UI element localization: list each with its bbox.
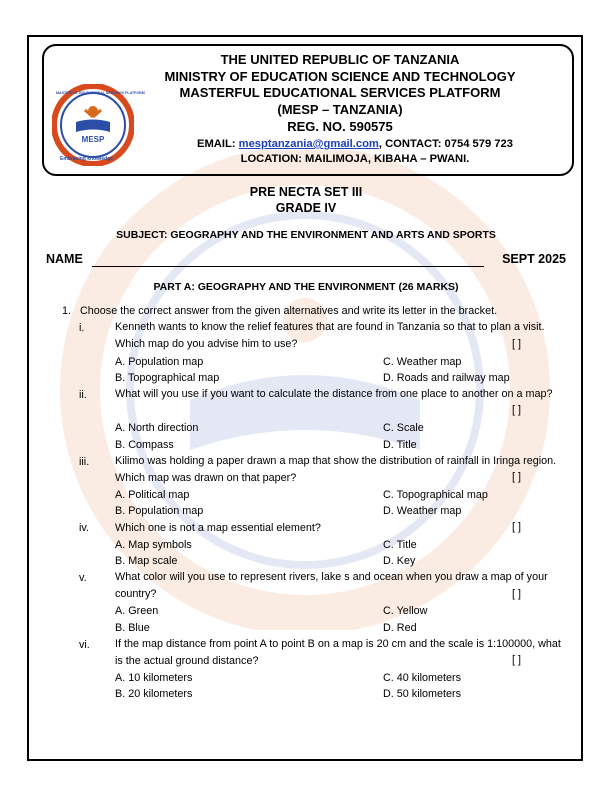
exam-subject: SUBJECT: GEOGRAPHY AND THE ENVIRONMENT AND ARTS AND SPORTS [116, 229, 496, 241]
part-a-heading: PART A: GEOGRAPHY AND THE ENVIRONMENT (26 MARKS) [153, 281, 459, 293]
question-instruction: Choose the correct answer from the given alternatives and write its letter in the bracket. [80, 305, 498, 317]
name-label: NAME [46, 252, 83, 266]
item-v-option-b: B. Blue [115, 622, 150, 634]
item-iii-option-b: B. Population map [115, 505, 204, 517]
item-v-number: v. [79, 572, 87, 584]
header-line-4: (MESP – TANZANIA) [277, 102, 403, 117]
contact-line [120, 137, 590, 151]
item-vi-option-b: B. 20 kilometers [115, 688, 193, 700]
item-vi-number: vi. [79, 639, 90, 651]
item-v-text: What color will you use to represent rivers, lake s and ocean when you draw a map of your country? [115, 571, 548, 600]
item-i-option-c: C. Weather map [383, 356, 462, 368]
item-i-text: Kenneth wants to know the relief features that are found in Tanzania so that to plan a visit. Which map do you advise him to use? [115, 321, 545, 350]
item-iv-number: iv. [79, 522, 89, 534]
item-iv-answer-bracket[interactable]: [ ] [512, 521, 521, 533]
exam-date: SEPT 2025 [502, 252, 566, 266]
item-ii-text: What will you use if you want to calculate the distance from one place to another on a map? [115, 388, 553, 400]
item-iii-answer-bracket[interactable]: [ ] [512, 471, 521, 483]
item-iv-option-b: B. Map scale [115, 555, 178, 567]
exam-title: PRE NECTA SET III [249, 185, 363, 199]
logo-abbr: MESP [81, 135, 105, 144]
logo-tagline: Embracing knowledge [60, 156, 114, 162]
header-line-5: REG. NO. 590575 [287, 119, 393, 134]
item-iv-option-d: D. Key [383, 555, 416, 567]
item-ii-option-a: A. North direction [115, 422, 199, 434]
item-iii-option-d: D. Weather map [383, 505, 462, 517]
item-ii-number: ii. [79, 389, 87, 401]
item-vi-answer-bracket[interactable]: [ ] [512, 654, 521, 666]
location-line: LOCATION: MAILIMOJA, KIBAHA – PWANI. [240, 153, 470, 165]
item-i-option-b: B. Topographical map [115, 372, 220, 384]
name-row [46, 252, 566, 266]
item-vi-option-a: A. 10 kilometers [115, 672, 193, 684]
item-ii-option-b: B. Compass [115, 439, 174, 451]
email-link[interactable]: mesptanzania@gmail.com [238, 138, 379, 150]
item-vi-option-d: D. 50 kilometers [383, 688, 462, 700]
item-v-answer-bracket[interactable]: [ ] [512, 588, 521, 600]
item-iii-number: iii. [79, 456, 90, 468]
item-iv-option-a: A. Map symbols [115, 539, 192, 551]
item-i-option-d: D. Roads and railway map [383, 372, 510, 384]
item-ii-option-d: D. Title [383, 439, 417, 451]
item-iv-option-c: C. Title [383, 539, 417, 551]
item-iv-text: Which one is not a map essential element? [115, 522, 321, 534]
item-i-number: i. [79, 322, 85, 334]
item-ii-option-c: C. Scale [383, 422, 424, 434]
item-iii-option-c: C. Topographical map [383, 489, 488, 501]
email-label: EMAIL: [197, 138, 239, 150]
item-vi-text: If the map distance from point A to point B on a map is 20 cm and the scale is 1:100000, what is the actual ground distance? [115, 638, 561, 667]
header-line-1: THE UNITED REPUBLIC OF TANZANIA [220, 52, 460, 67]
item-iii-text: Kilimo was holding a paper drawn a map that show the distribution of rainfall in Iringa region. Which map was drawn on that paper? [115, 455, 557, 484]
name-field[interactable] [92, 266, 484, 267]
item-i-option-a: A. Population map [115, 356, 204, 368]
item-v-option-a: A. Green [115, 605, 159, 617]
header-line-3: MASTERFUL EDUCATIONAL SERVICES PLATFORM [179, 85, 501, 100]
logo-ring-text: MASTERFUL EDUCATIONAL SERVICES PLATFORM [56, 91, 145, 95]
item-vi-option-c: C. 40 kilometers [383, 672, 462, 684]
item-v-option-d: D. Red [383, 622, 417, 634]
question-number: 1. [62, 305, 72, 317]
contact-number: , CONTACT: 0754 579 723 [378, 138, 513, 150]
item-ii-answer-bracket[interactable]: [ ] [512, 404, 521, 416]
item-v-option-c: C. Yellow [383, 605, 428, 617]
item-iii-option-a: A. Political map [115, 489, 190, 501]
item-i-answer-bracket[interactable]: [ ] [512, 338, 521, 350]
exam-grade: GRADE IV [275, 201, 337, 215]
header-line-2: MINISTRY OF EDUCATION SCIENCE AND TECHNOLOGY [164, 69, 516, 84]
